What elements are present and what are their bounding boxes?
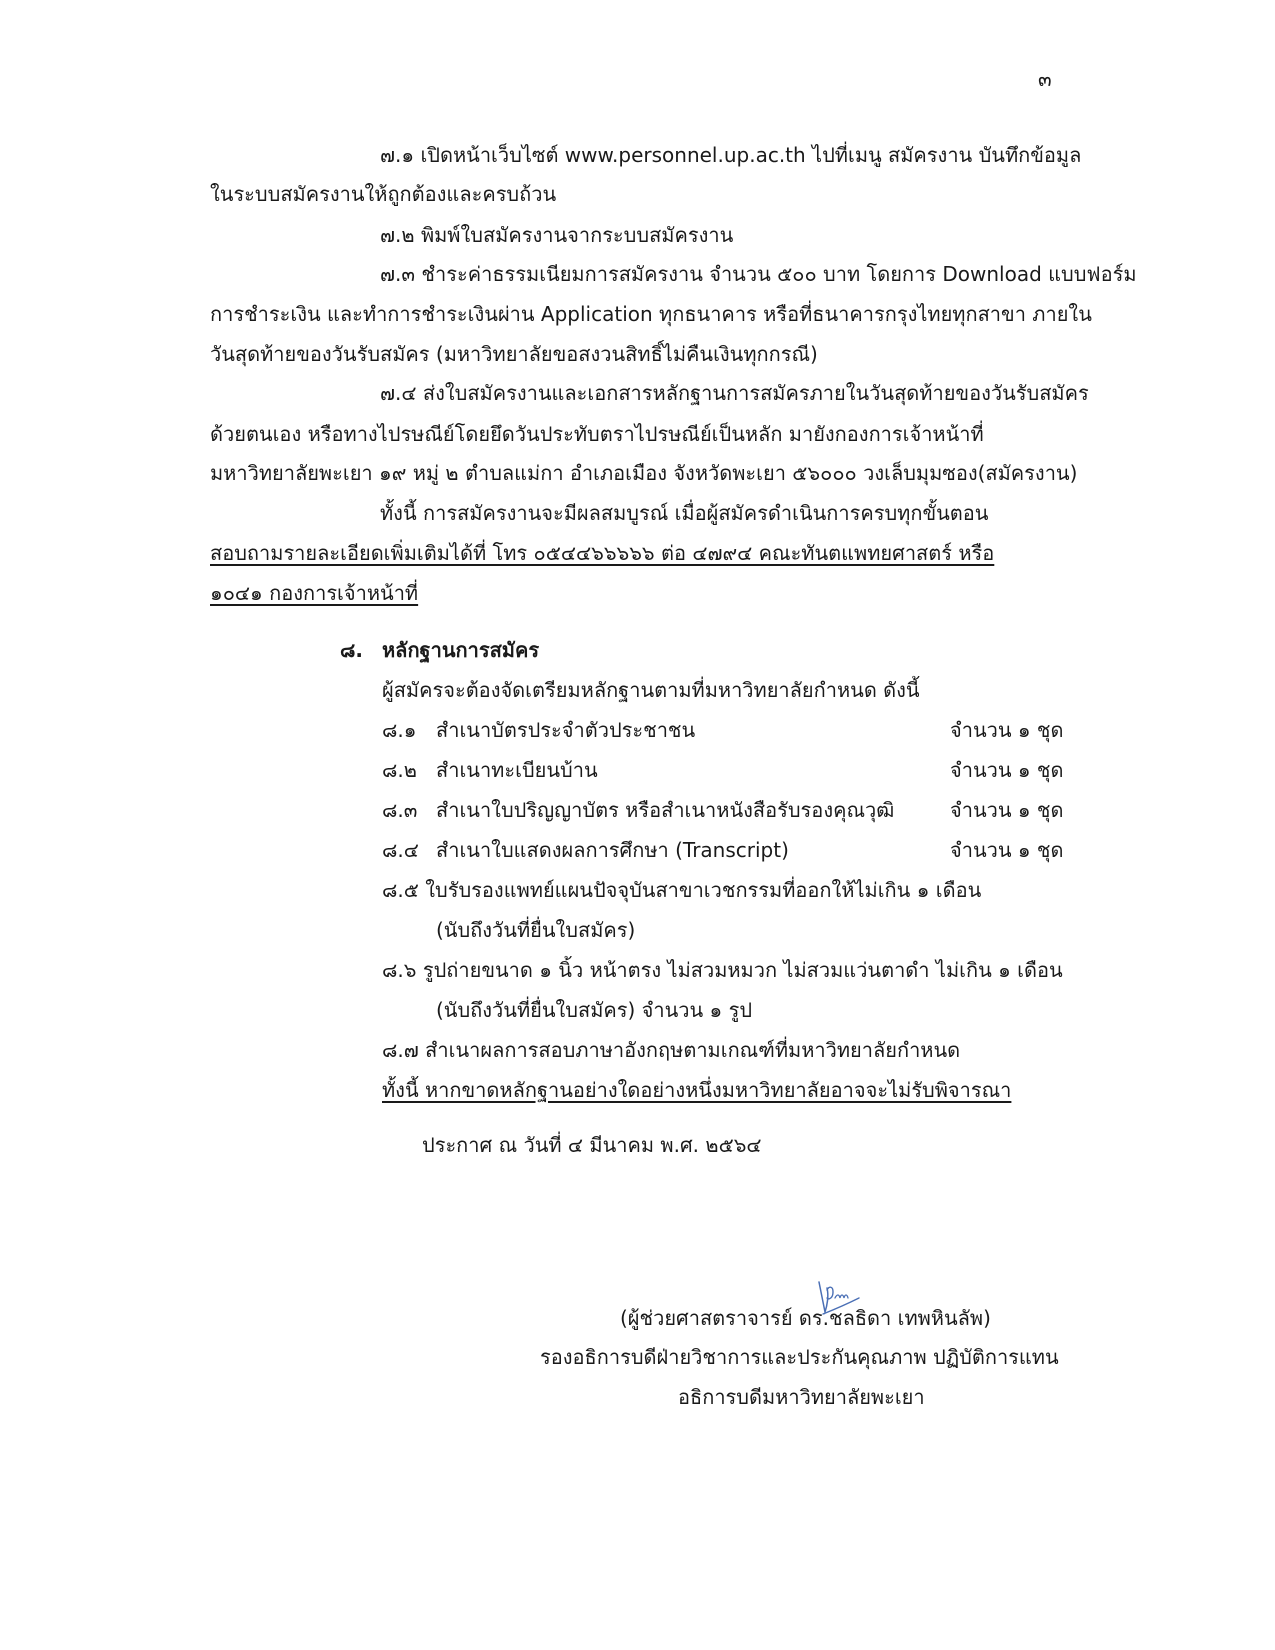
evidence-item-qty: จำนวน ๑ ชุด bbox=[950, 758, 1064, 782]
evidence-item-8-6-line2: (นับถึงวันที่ยื่นใบสมัคร) จำนวน ๑ รูป bbox=[436, 998, 753, 1022]
evidence-item-qty: จำนวน ๑ ชุด bbox=[950, 798, 1064, 822]
section-8-intro: ผู้สมัครจะต้องจัดเตรียมหลักฐานตามที่มหาวิทยาลัยกำหนด ดังนี้ bbox=[382, 678, 920, 702]
item-7-2: ๗.๒ พิมพ์ใบสมัครงานจากระบบสมัครงาน bbox=[380, 223, 734, 247]
section-8-heading: หลักฐานการสมัคร bbox=[382, 638, 540, 662]
evidence-item-text: สำเนาทะเบียนบ้าน bbox=[436, 758, 598, 782]
signer-position-line2: อธิการบดีมหาวิทยาลัยพะเยา bbox=[678, 1385, 925, 1409]
evidence-item-qty: จำนวน ๑ ชุด bbox=[950, 718, 1064, 742]
evidence-item-text: สำเนาใบแสดงผลการศึกษา (Transcript) bbox=[436, 838, 789, 862]
item-7-1-line1: ๗.๑ เปิดหน้าเว็บไซต์ www.personnel.up.ac.th ไปที่เมนู สมัครงาน บันทึกข้อมูล bbox=[380, 143, 1082, 167]
completion-note: ทั้งนี้ การสมัครงานจะมีผลสมบูรณ์ เมื่อผู้สมัครดำเนินการครบทุกขั้นตอน bbox=[380, 501, 989, 525]
item-7-3-line3: วันสุดท้ายของวันรับสมัคร (มหาวิทยาลัยขอสงวนสิทธิ์ไม่คืนเงินทุกกรณี) bbox=[210, 342, 818, 366]
evidence-item-8-6-line1: ๘.๖ รูปถ่ายขนาด ๑ นิ้ว หน้าตรง ไม่สวมหมวก ไม่สวมแว่นตาดำ ไม่เกิน ๑ เดือน bbox=[382, 958, 1063, 982]
evidence-item-8-5-line2: (นับถึงวันที่ยื่นใบสมัคร) bbox=[436, 918, 636, 942]
signer-name: (ผู้ช่วยศาสตราจารย์ ดร.ชลธิดา เทพหินลัพ) bbox=[620, 1306, 991, 1330]
item-7-1-line2: ในระบบสมัครงานให้ถูกต้องและครบถ้วน bbox=[210, 182, 557, 206]
contact-info-line2: ๑๐๔๑ กองการเจ้าหน้าที่ bbox=[210, 581, 419, 605]
contact-info-line1: สอบถามรายละเอียดเพิ่มเติมได้ที่ โทร ๐๕๔๔๖๖๖๖๖ ต่อ ๔๗๙๔ คณะทันตแพทยศาสตร์ หรือ bbox=[210, 541, 995, 565]
evidence-item-qty: จำนวน ๑ ชุด bbox=[950, 838, 1064, 862]
announcement-date: ประกาศ ณ วันที่ ๔ มีนาคม พ.ศ. ๒๕๖๔ bbox=[422, 1133, 762, 1157]
page-number: ๓ bbox=[1038, 67, 1052, 91]
evidence-item-8-5-line1: ๘.๕ ใบรับรองแพทย์แผนปัจจุบันสาขาเวชกรรมที่ออกให้ไม่เกิน ๑ เดือน bbox=[382, 878, 982, 902]
item-7-4-line3: มหาวิทยาลัยพะเยา ๑๙ หมู่ ๒ ตำบลแม่กา อำเภอเมือง จังหวัดพะเยา ๕๖๐๐๐ วงเล็บมุมซอง(สมัครงาน) bbox=[210, 461, 1078, 485]
evidence-item-number: ๘.๒ bbox=[382, 758, 417, 782]
item-7-3-line2: การชำระเงิน และทำการชำระเงินผ่าน Application ทุกธนาคาร หรือที่ธนาคารกรุงไทยทุกสาขา ภายใน bbox=[210, 302, 1092, 326]
signer-position-line1: รองอธิการบดีฝ่ายวิชาการและประกันคุณภาพ ปฏิบัติการแทน bbox=[540, 1345, 1059, 1369]
evidence-item-number: ๘.๓ bbox=[382, 798, 418, 822]
evidence-item-8-7: ๘.๗ สำเนาผลการสอบภาษาอังกฤษตามเกณฑ์ที่มหาวิทยาลัยกำหนด bbox=[382, 1038, 961, 1062]
item-7-4-line2: ด้วยตนเอง หรือทางไปรษณีย์โดยยึดวันประทับตราไปรษณีย์เป็นหลัก มายังกองการเจ้าหน้าที่ bbox=[210, 422, 984, 446]
evidence-item-number: ๘.๑ bbox=[382, 718, 417, 742]
evidence-item-number: ๘.๔ bbox=[382, 838, 419, 862]
section-8-number: ๘. bbox=[340, 638, 364, 662]
item-7-3-line1: ๗.๓ ชำระค่าธรรมเนียมการสมัครงาน จำนวน ๕๐๐ บาท โดยการ Download แบบฟอร์ม bbox=[380, 262, 1137, 286]
item-7-4-line1: ๗.๔ ส่งใบสมัครงานและเอกสารหลักฐานการสมัครภายในวันสุดท้ายของวันรับสมัคร bbox=[380, 381, 1089, 405]
evidence-item-text: สำเนาบัตรประจำตัวประชาชน bbox=[436, 718, 696, 742]
evidence-item-text: สำเนาใบปริญญาบัตร หรือสำเนาหนังสือรับรองคุณวุฒิ bbox=[436, 798, 895, 822]
missing-evidence-warning: ทั้งนี้ หากขาดหลักฐานอย่างใดอย่างหนึ่งมหาวิทยาลัยอาจจะไม่รับพิจารณา bbox=[382, 1078, 1012, 1102]
